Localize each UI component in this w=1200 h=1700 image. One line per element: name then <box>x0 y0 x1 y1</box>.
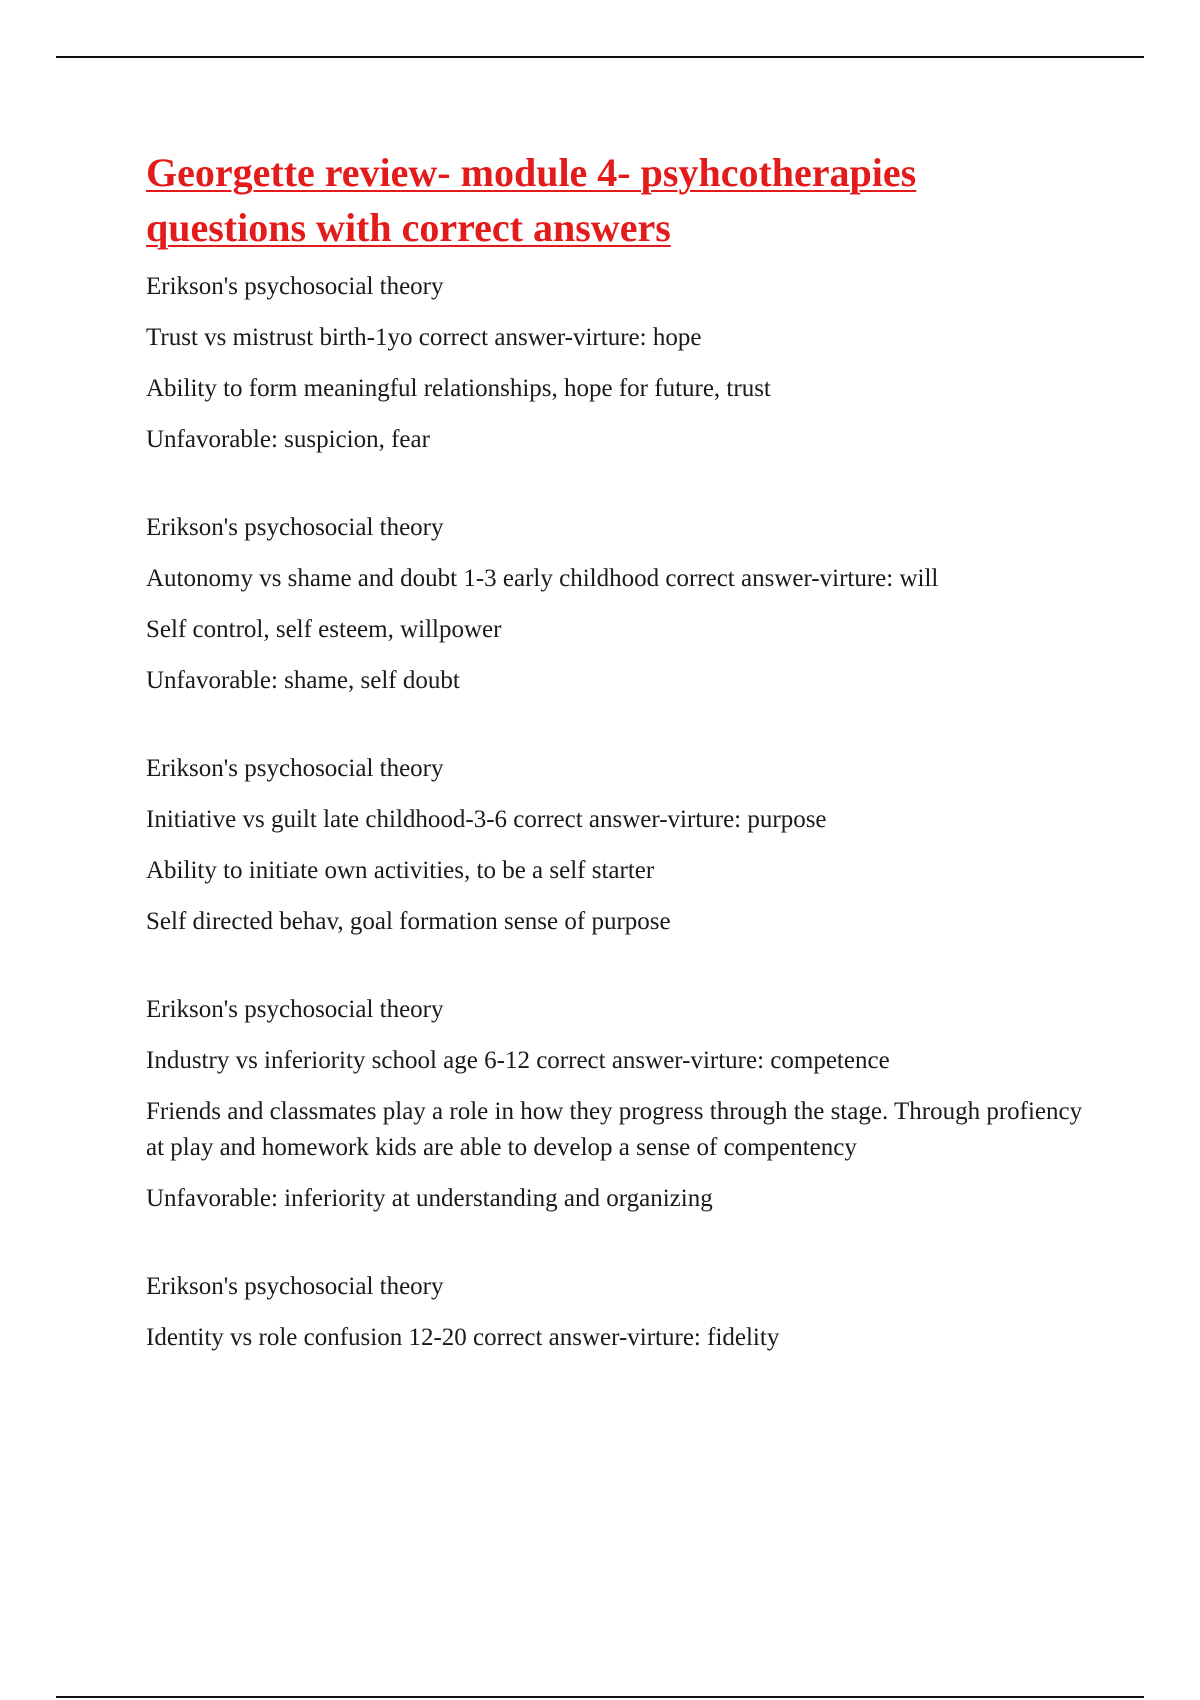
card-answer-line: Self control, self esteem, willpower <box>146 616 502 643</box>
flashcard-2 <box>146 510 1106 699</box>
card-question: Erikson's psychosocial theory <box>146 996 444 1023</box>
flashcard-1 <box>146 269 1106 458</box>
card-answer-line: Unfavorable: shame, self doubt <box>146 667 460 694</box>
card-question: Erikson's psychosocial theory <box>146 1273 444 1300</box>
flashcard-4 <box>146 992 1106 1217</box>
card-answer-line: Initiative vs guilt late childhood-3-6 correct answer-virture: purpose <box>146 806 827 833</box>
card-question: Erikson's psychosocial theory <box>146 273 444 300</box>
card-answer-line: Industry vs inferiority school age 6-12 correct answer-virture: competence <box>146 1047 890 1074</box>
flashcard-3 <box>146 751 1106 940</box>
card-answer-line: Unfavorable: suspicion, fear <box>146 426 430 453</box>
document-title <box>146 145 1106 255</box>
card-answer-line: Ability to initiate own activities, to be a self starter <box>146 857 655 884</box>
card-answer-line: Trust vs mistrust birth-1yo correct answer-virture: hope <box>146 324 702 351</box>
card-answer-line: Unfavorable: inferiority at understanding and organizing <box>146 1185 713 1212</box>
flashcard-5 <box>146 1269 1106 1356</box>
card-answer-line: Friends and classmates play a role in how they progress through the stage. Through profiency at play and homework kids are able to develop a sense of compentency <box>146 1098 1083 1161</box>
top-rule <box>56 56 1144 58</box>
card-question: Erikson's psychosocial theory <box>146 755 444 782</box>
card-question: Erikson's psychosocial theory <box>146 514 444 541</box>
page-content <box>146 145 1106 1408</box>
card-answer-line: Autonomy vs shame and doubt 1-3 early childhood correct answer-virture: will <box>146 565 939 592</box>
bottom-rule <box>56 1696 1144 1698</box>
card-answer-line: Ability to form meaningful relationships, hope for future, trust <box>146 375 771 402</box>
document-title-line-1: Georgette review- module 4- psyhcotherapies <box>146 150 917 195</box>
card-answer-line: Self directed behav, goal formation sense of purpose <box>146 908 671 935</box>
document-title-line-2: questions with correct answers <box>146 205 671 250</box>
card-answer-line: Identity vs role confusion 12-20 correct answer-virture: fidelity <box>146 1324 780 1351</box>
